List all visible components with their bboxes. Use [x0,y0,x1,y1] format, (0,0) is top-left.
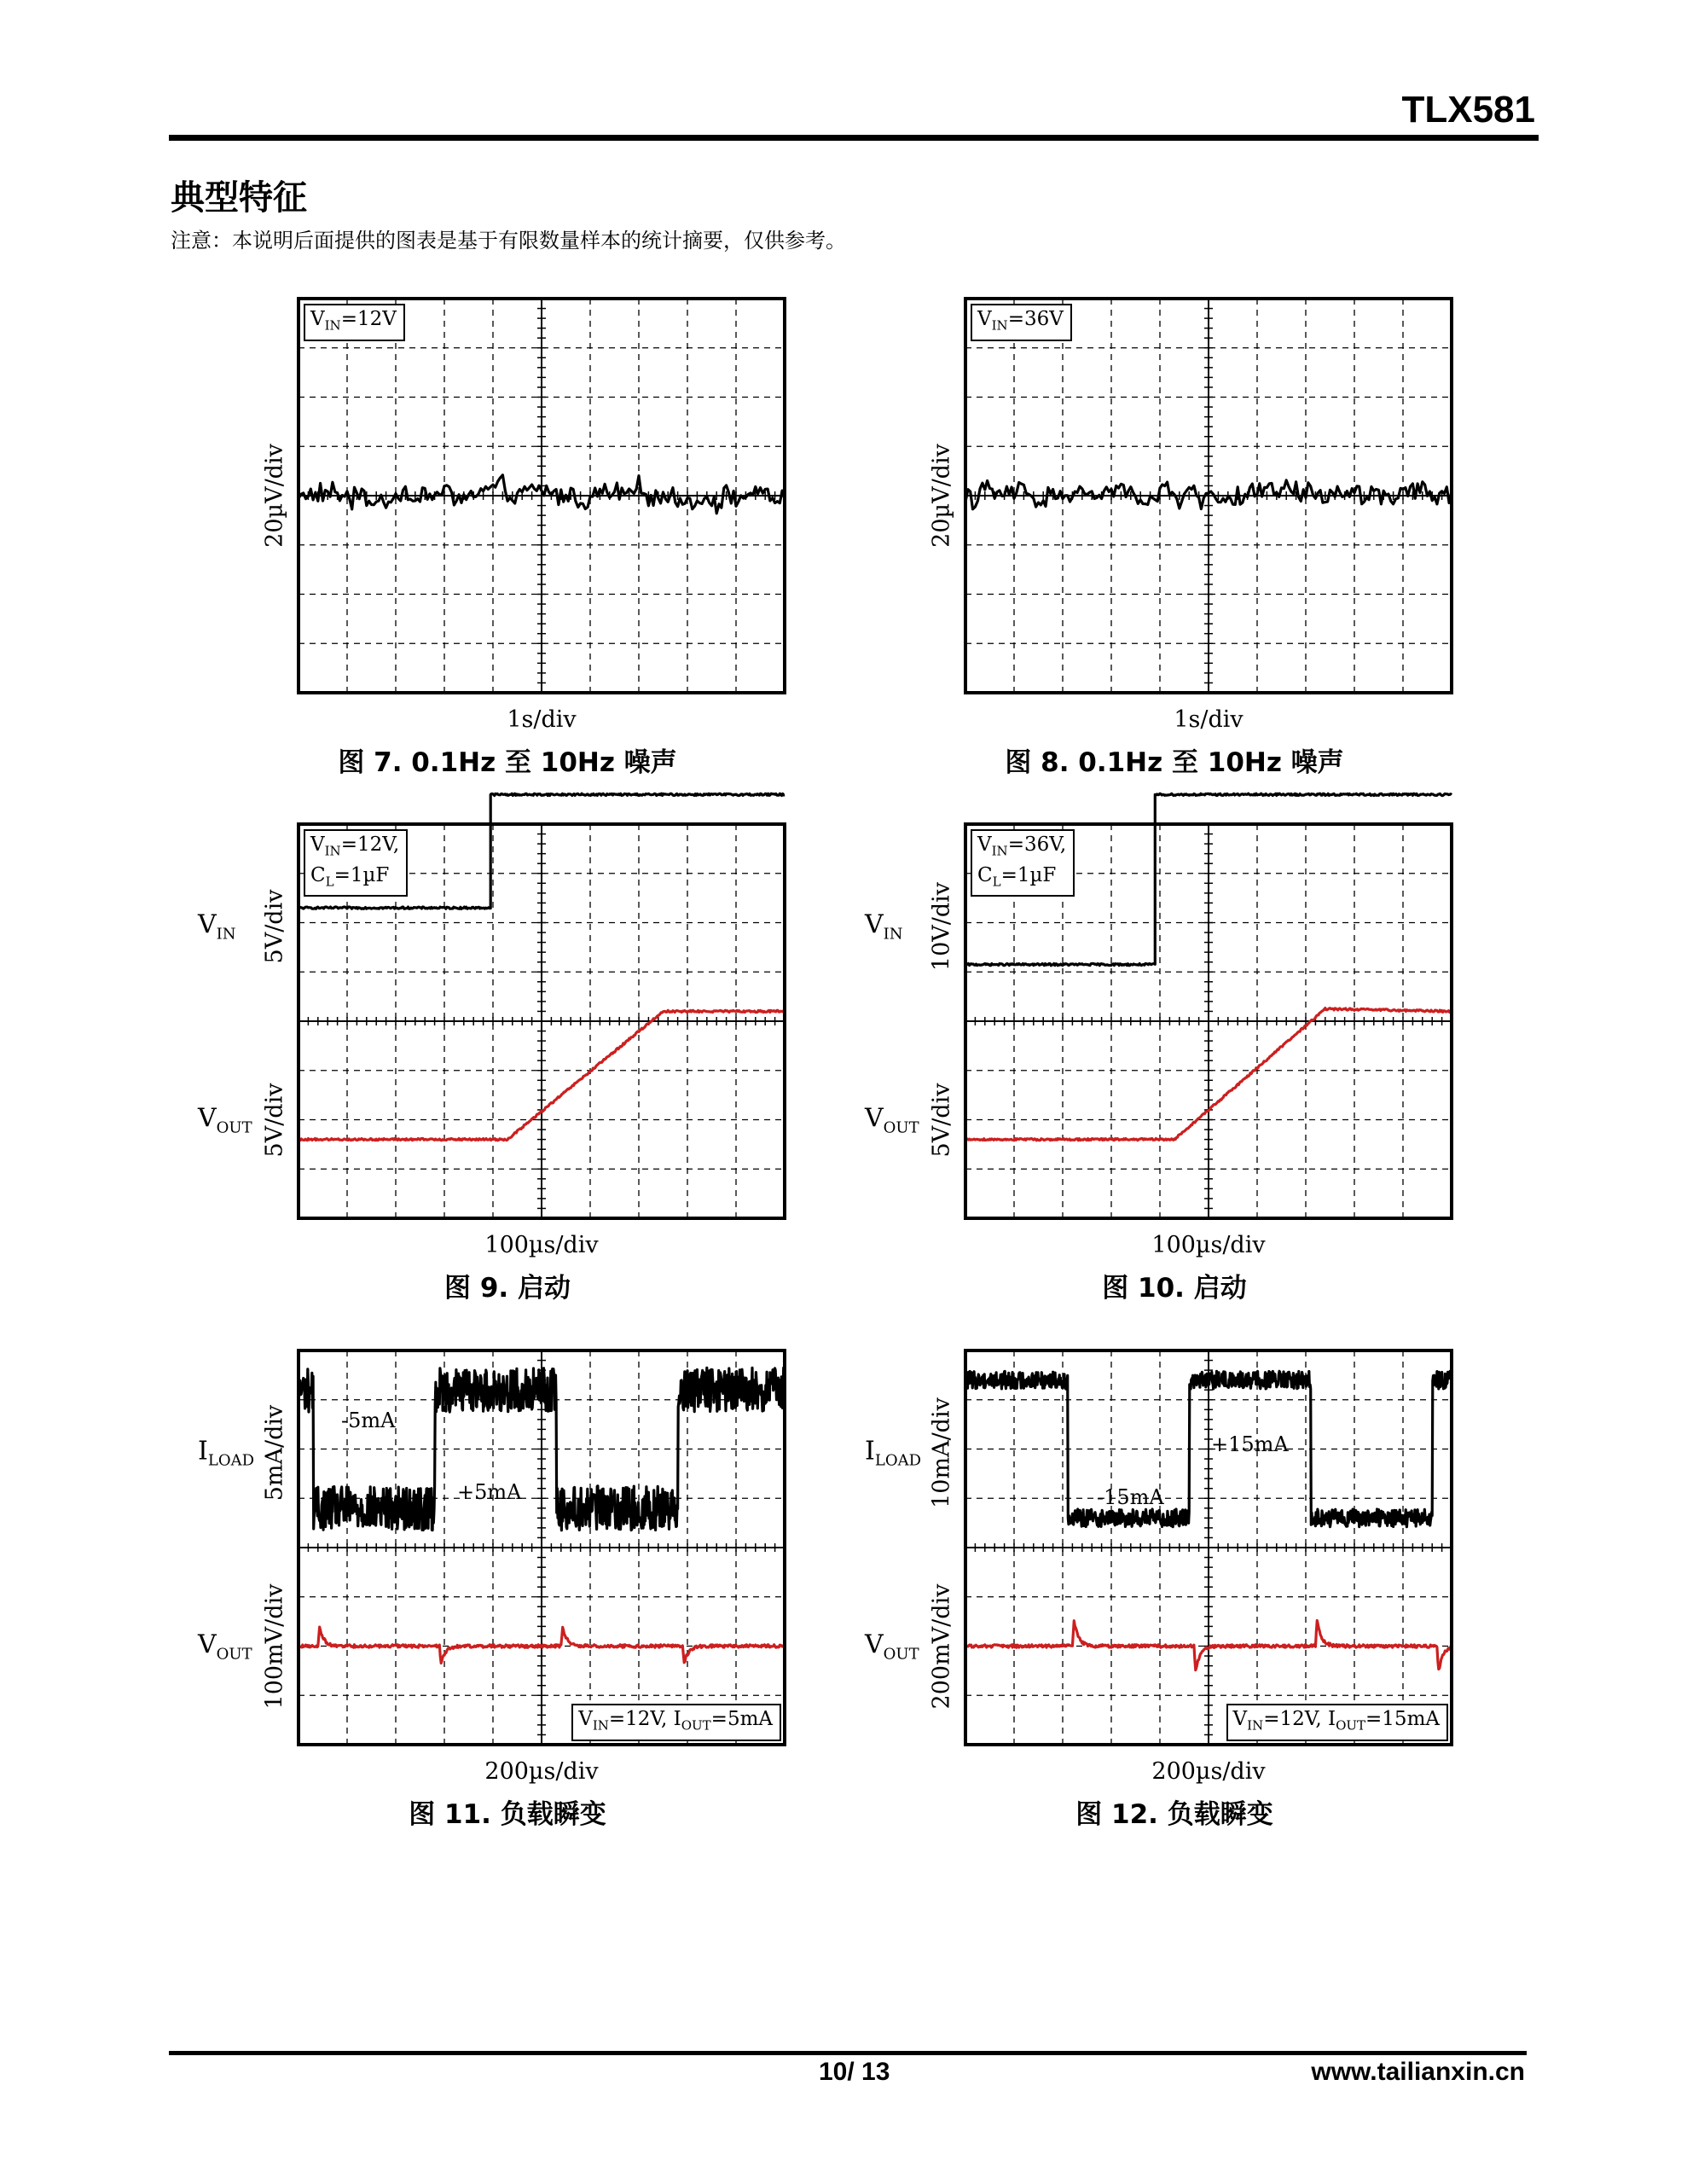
header-rule [169,135,1539,141]
text-part: =12V [340,308,397,330]
channel-scale: 5mA/div [261,1404,288,1502]
text-part: C [977,863,993,886]
section-note: 注意：本说明后面提供的图表是基于有限数量样本的统计摘要，仅供参考。 [171,229,846,253]
time-scale: 200µs/div [484,1758,599,1785]
graticule [965,1350,1452,1745]
subscript: OUT [681,1718,711,1734]
channel-name [198,1629,252,1663]
text-part: =15mA [1365,1708,1440,1731]
channel-scale: 200mV/div [928,1583,955,1709]
scope-plot-8 [965,299,1452,693]
scope-screen [965,1350,1452,1745]
text-part: V [865,1629,884,1659]
legend-line [310,863,399,894]
subscript: IN [1247,1718,1264,1734]
legend-line [310,307,397,338]
channel-scale: 10mA/div [928,1397,955,1508]
text-part: V [198,909,217,940]
subscript: L [325,874,334,890]
scope-plot-12 [965,1350,1452,1745]
text-part: V [865,909,884,940]
subscript: LOAD [207,1451,254,1470]
text-part: =12V, I [608,1708,681,1731]
step-annotation: -15mA [1097,1485,1164,1509]
legend-line [977,833,1066,863]
legend-line [578,1707,773,1738]
legend-line [977,307,1064,338]
text-part: =36V [1007,308,1064,330]
channel-scale: 5V/div [261,889,288,964]
figure-caption: 图 7. 0.1Hz 至 10Hz 噪声 [338,747,677,778]
channel-name [198,1437,254,1470]
scope-screen [965,299,1452,693]
time-scale: 100µs/div [484,1232,599,1258]
condition-legend [971,304,1072,341]
subscript: OUT [1336,1718,1366,1734]
figure-caption: 图 10. 启动 [1102,1273,1247,1304]
condition-legend [304,829,408,897]
website-url: www.tailianxin.cn [1311,2058,1525,2086]
figure-caption: 图 12. 负载瞬变 [1075,1799,1273,1830]
section-title: 典型特征 [171,178,307,218]
text-part: I [198,1436,208,1467]
text-part: =36V, [1007,834,1067,856]
page-number: 10/ 13 [819,2058,890,2086]
text-part: V [977,834,992,856]
subscript: IN [216,925,236,944]
scope-plot-7 [299,299,785,693]
text-part: V [198,1629,217,1659]
time-scale: 1s/div [507,706,577,733]
text-part: =12V, I [1263,1708,1336,1731]
text-part: V [865,1103,884,1133]
footer-rule [169,2051,1527,2055]
channel-name [865,910,903,944]
figure-caption: 图 11. 负载瞬变 [409,1799,606,1830]
legend-line [310,833,399,863]
channel-scale: 10V/div [928,882,955,972]
text-part: V [977,308,992,330]
text-part: V [310,308,325,330]
scope-plot-11 [299,1350,785,1745]
text-part: C [310,863,326,886]
legend-line [1233,1707,1440,1738]
figure-caption: 图 9. 启动 [444,1273,571,1304]
scope-plot-10 [965,824,1452,1218]
text-part: V [578,1708,593,1731]
channel-scale: 100mV/div [261,1583,288,1709]
step-annotation: -5mA [341,1409,396,1432]
subscript: LOAD [874,1451,921,1470]
subscript: OUT [883,1118,919,1136]
scope-plot-9 [299,824,785,1218]
subscript: OUT [216,1118,252,1136]
channel-scale: 20µV/div [261,444,288,548]
channel-name [865,1103,919,1136]
legend-line [977,863,1066,894]
part-number: TLX581 [1401,89,1535,131]
step-annotation: +5mA [457,1480,522,1504]
text-part: V [310,834,325,856]
subscript: IN [324,843,341,859]
time-scale: 100µs/div [1151,1232,1266,1258]
condition-legend [571,1704,781,1741]
text-part: =5mA [710,1708,773,1731]
condition-legend [304,304,405,341]
subscript: IN [883,925,903,944]
subscript: IN [991,317,1008,334]
subscript: IN [991,843,1008,859]
channel-name [198,910,236,944]
time-scale: 200µs/div [1151,1758,1266,1785]
subscript: OUT [883,1645,919,1663]
condition-legend [1226,1704,1448,1741]
text-part: =12V, [340,834,400,856]
subscript: L [992,874,1001,890]
graticule [299,299,785,693]
scope-screen [299,299,785,693]
figure-caption: 图 8. 0.1Hz 至 10Hz 噪声 [1005,747,1344,778]
step-annotation: +15mA [1211,1432,1289,1456]
subscript: IN [324,317,341,334]
text-part: V [1232,1708,1248,1731]
text-part: V [198,1103,217,1133]
text-part: =1µF [1000,863,1057,886]
channel-scale: 20µV/div [928,444,955,548]
channel-name [865,1437,921,1470]
channel-name [865,1629,919,1663]
channel-scale: 5V/div [261,1083,288,1157]
channel-name [198,1103,252,1136]
subscript: IN [592,1718,609,1734]
text-part: =1µF [333,863,390,886]
condition-legend [971,829,1075,897]
subscript: OUT [216,1645,252,1663]
channel-scale: 5V/div [928,1083,955,1157]
time-scale: 1s/div [1174,706,1244,733]
text-part: I [865,1436,875,1467]
